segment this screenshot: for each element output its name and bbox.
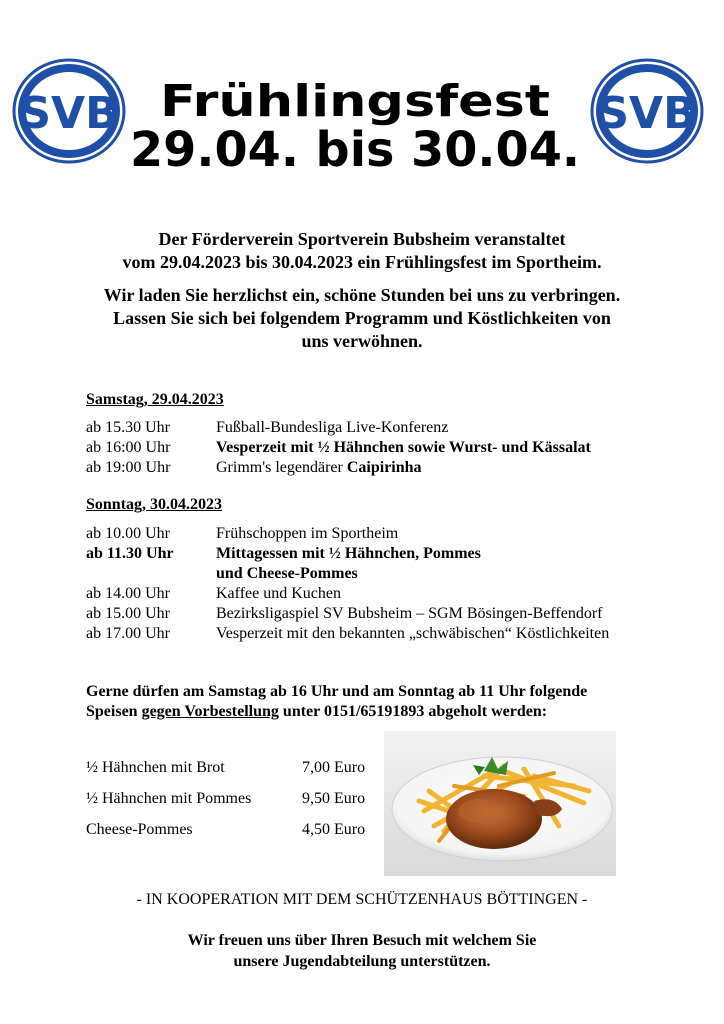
- schedule-time: ab 15.00 Uhr: [86, 605, 170, 622]
- schedule-desc: Fußball-Bundesliga Live-Konferenz: [216, 419, 449, 436]
- schedule-desc: und Cheese-Pommes: [216, 565, 358, 582]
- menu-item-price: 4,50 Euro: [302, 820, 366, 838]
- sunday-schedule: [86, 524, 686, 644]
- desc-bold: Caipirinha: [346, 459, 422, 476]
- schedule-desc: Vesperzeit mit ½ Hähnchen sowie Wurst- und Kässalat: [216, 439, 591, 456]
- title-line-1: Frühlingsfest: [160, 76, 550, 127]
- menu-item-name: ½ Hähnchen mit Pommes: [86, 789, 252, 807]
- preorder-text: [86, 682, 686, 722]
- schedule-row: [86, 564, 686, 584]
- menu-item: [86, 814, 382, 845]
- event-title: [120, 72, 590, 192]
- menu-item-price: 7,00 Euro: [302, 758, 366, 776]
- schedule-time: ab 16:00 Uhr: [86, 439, 171, 456]
- schedule-time: ab 10.00 Uhr: [86, 525, 170, 542]
- menu-item-price: 9,50 Euro: [302, 789, 366, 807]
- saturday-heading: Samstag, 29.04.2023: [86, 391, 224, 408]
- menu-item-name: Cheese-Pommes: [86, 820, 193, 838]
- schedule-row: [86, 438, 686, 458]
- menu-list: [86, 752, 382, 845]
- intro-line: Der Förderverein Sportverein Bubsheim veranstaltet: [158, 229, 566, 249]
- sunday-heading: Sonntag, 30.04.2023: [86, 496, 223, 513]
- intro-text: [40, 228, 684, 353]
- preorder-line: Gerne dürfen am Samstag ab 16 Uhr und am Sonntag ab 11 Uhr folgende: [86, 683, 588, 700]
- closing-line: unsere Jugendabteilung unterstützen.: [233, 953, 491, 970]
- logo-text: SVB: [597, 88, 697, 139]
- schedule-row: [86, 624, 686, 644]
- menu-item-name: ½ Hähnchen mit Brot: [86, 758, 225, 776]
- preorder-part: unter 0151/65191893 abgeholt werden:: [278, 703, 548, 720]
- food-photo: [384, 731, 616, 876]
- closing-line: Wir freuen uns über Ihren Besuch mit welchem Sie: [187, 932, 537, 949]
- title-line-2: 29.04. bis 30.04.: [130, 122, 580, 178]
- svb-logo-left: [12, 58, 126, 164]
- schedule-row: [86, 458, 686, 478]
- schedule-row: [86, 604, 686, 624]
- preorder-part: Speisen: [86, 703, 142, 720]
- schedule-desc: [216, 458, 686, 478]
- svb-logo-right: [590, 58, 704, 164]
- schedule-time-blank: [86, 564, 216, 584]
- preorder-line: [86, 702, 686, 722]
- schedule-time: ab 17.00 Uhr: [86, 625, 170, 642]
- intro-line: uns verwöhnen.: [301, 331, 423, 351]
- intro-line: Lassen Sie sich bei folgendem Programm und Köstlichkeiten von: [113, 308, 611, 328]
- intro-line: Wir laden Sie herzlichst ein, schöne Stunden bei uns zu verbringen.: [103, 285, 621, 305]
- schedule-desc: Kaffee und Kuchen: [216, 585, 341, 602]
- preorder-underlined: gegen Vorbestellung: [141, 703, 279, 720]
- schedule-row: [86, 524, 686, 544]
- desc-plain: Grimm's legendärer: [216, 459, 347, 476]
- schedule-desc: Vesperzeit mit den bekannten „schwäbischen“ Köstlichkeiten: [216, 625, 610, 642]
- schedule-time: ab 15.30 Uhr: [86, 419, 170, 436]
- menu-item: [86, 752, 382, 783]
- schedule-time: ab 11.30 Uhr: [86, 545, 174, 562]
- closing-text: [0, 930, 724, 972]
- logo-text: SVB: [19, 88, 119, 139]
- schedule-desc: Frühschoppen im Sportheim: [216, 525, 399, 542]
- schedule-time: ab 19:00 Uhr: [86, 459, 171, 476]
- cooperation-note: - IN KOOPERATION MIT DEM SCHÜTZENHAUS BÖTTINGEN -: [136, 891, 588, 908]
- schedule-desc: Mittagessen mit ½ Hähnchen, Pommes: [216, 545, 481, 562]
- saturday-schedule: [86, 418, 686, 478]
- menu-item: [86, 783, 382, 814]
- schedule-row: [86, 418, 686, 438]
- schedule-desc: Bezirksligaspiel SV Bubsheim – SGM Bösingen-Beffendorf: [216, 605, 603, 622]
- schedule-row: [86, 584, 686, 604]
- intro-line: vom 29.04.2023 bis 30.04.2023 ein Frühlingsfest im Sportheim.: [122, 252, 602, 272]
- schedule-row: [86, 544, 686, 564]
- schedule-time: ab 14.00 Uhr: [86, 585, 170, 602]
